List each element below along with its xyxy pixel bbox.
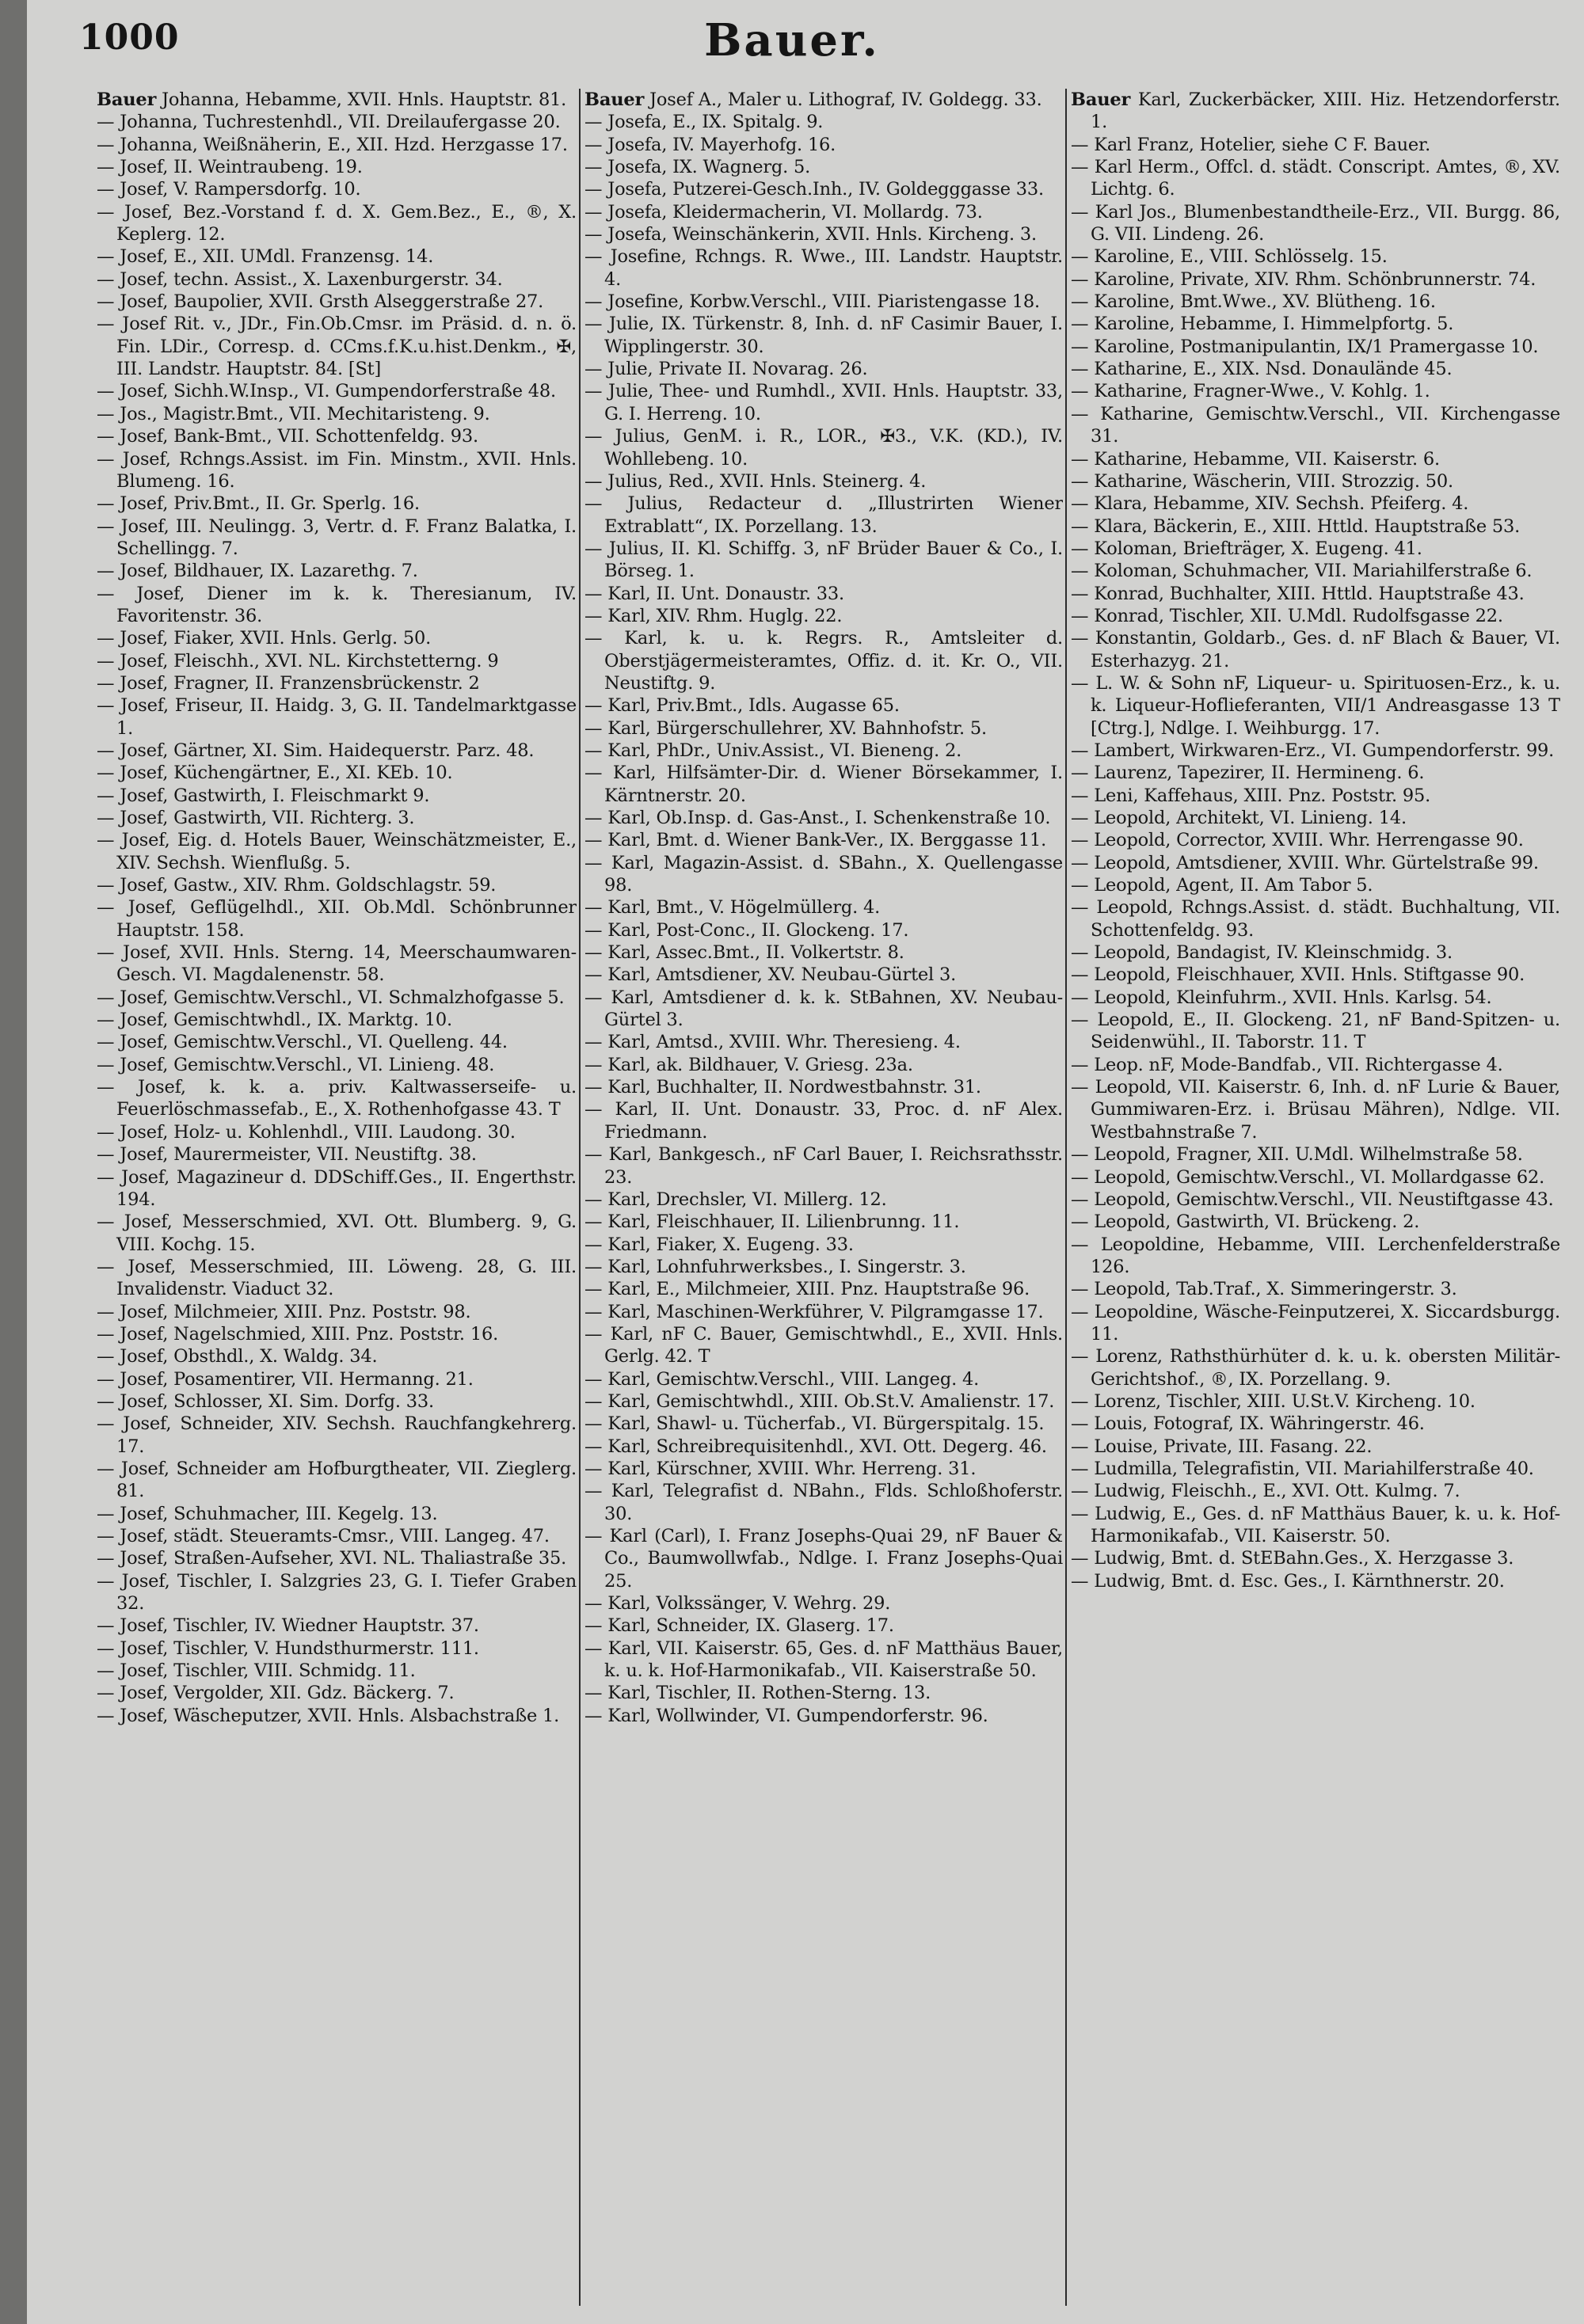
- directory-entry: — Karl, Kürschner, XVIII. Whr. Herreng. 31.: [584, 1458, 977, 1479]
- directory-entry: — Karl, Fleischhauer, II. Lilienbrunng. 11.: [584, 1211, 960, 1233]
- directory-entry: — Karl, Amtsdiener, XV. Neubau-Gürtel 3.: [584, 964, 957, 986]
- directory-entry: — Katharine, Hebamme, VII. Kaiserstr. 6.: [1071, 448, 1440, 470]
- directory-entry: — Leopold, Tab.Traf., X. Simmeringerstr. 3.: [1071, 1279, 1457, 1300]
- directory-entry: — Leopold, Corrector, XVIII. Whr. Herrengasse 90.: [1071, 830, 1524, 851]
- directory-entry: — Leopold, Fragner, XII. U.Mdl. Wilhelmstraße 58.: [1071, 1144, 1523, 1166]
- directory-entry: — Josef, Messerschmied, III. Löweng. 28, G. III. Invalidenstr. Viaduct 32.: [97, 1256, 577, 1300]
- directory-entry: Bauer Karl, Zuckerbäcker, XIII. Hiz. Hetzendorferstr. 1.: [1071, 89, 1560, 133]
- directory-entry: — Karl, Bürgerschullehrer, XV. Bahnhofstr. 5.: [584, 717, 987, 739]
- directory-entry: — Josef, Gastwirth, VII. Richterg. 3.: [97, 808, 415, 828]
- directory-entry: — Leopold, Amtsdiener, XVIII. Whr. Gürtelstraße 99.: [1071, 852, 1539, 873]
- directory-entry: — Leopold, Gemischtw.Verschl., VI. Mollardgasse 62.: [1071, 1166, 1545, 1188]
- directory-entry: — Julius, Redacteur d. „Illustrirten Wiener Extrablatt“, IX. Porzellang. 13.: [584, 493, 1063, 537]
- directory-entry: — Josef, XVII. Hnls. Sterng. 14, Meerschaumwaren-Gesch. VI. Magdalenenstr. 58.: [97, 942, 577, 986]
- directory-entry: — Karl, Wollwinder, VI. Gumpendorferstr. 96.: [584, 1705, 988, 1726]
- directory-entry: — Josefa, E., IX. Spitalg. 9.: [584, 112, 824, 133]
- directory-entry: — Josef, Schuhmacher, III. Kegelg. 13.: [97, 1503, 438, 1524]
- directory-entry: — Karl, Schneider, IX. Glaserg. 17.: [584, 1615, 894, 1637]
- directory-entry: — Lambert, Wirkwaren-Erz., VI. Gumpendorferstr. 99.: [1071, 740, 1555, 761]
- directory-entry: — Karoline, Bmt.Wwe., XV. Blütheng. 16.: [1071, 291, 1436, 313]
- column-divider: [1065, 89, 1067, 2306]
- surname-heading: Bauer: [584, 89, 645, 110]
- running-head: Bauer.: [704, 14, 880, 67]
- column-1: [97, 89, 577, 2306]
- directory-entry: — Karoline, Hebamme, I. Himmelpfortg. 5.: [1071, 314, 1454, 335]
- directory-entry: — Josef, Tischler, V. Hundsthurmerstr. 111.: [97, 1637, 479, 1659]
- directory-entry: — Klara, Hebamme, XIV. Sechsh. Pfeiferg. 4.: [1071, 493, 1469, 515]
- directory-entry: — Laurenz, Tapezirer, II. Hermineng. 6.: [1071, 763, 1425, 784]
- surname-heading: Bauer: [97, 89, 157, 110]
- directory-entry: — Josef, Fiaker, XVII. Hnls. Gerlg. 50.: [97, 628, 432, 649]
- directory-entry: — Karl Jos., Blumenbestandtheile-Erz., VII. Burgg. 86, G. VII. Lindeng. 26.: [1071, 201, 1560, 245]
- directory-entry: — Josef, Fleischh., XVI. NL. Kirchstetterng. 9: [97, 650, 499, 671]
- directory-entry: — Julie, Thee- und Rumhdl., XVII. Hnls. Hauptstr. 33, G. I. Herreng. 10.: [584, 381, 1063, 424]
- directory-entry: — Josef, Rchngs.Assist. im Fin. Minstm., XVII. Hnls. Blumeng. 16.: [97, 448, 577, 492]
- directory-entry: — Josef, II. Weintraubeng. 19.: [97, 157, 363, 178]
- directory-entry: — Leopold, Kleinfuhrm., XVII. Hnls. Karlsg. 54.: [1071, 987, 1492, 1008]
- directory-entry: — Julie, Private II. Novarag. 26.: [584, 359, 868, 380]
- directory-entry: — Karl, Bankgesch., nF Carl Bauer, I. Reichsrathsstr. 23.: [584, 1144, 1063, 1188]
- directory-entry: — Josef, Tischler, I. Salzgries 23, G. I. Tiefer Graben 32.: [97, 1570, 577, 1615]
- directory-entry: — Josef, Gemischtw.Verschl., VI. Schmalzhofgasse 5.: [97, 987, 565, 1008]
- directory-entry: — Josef Rit. v., JDr., Fin.Ob.Cmsr. im Präsid. d. n. ö. Fin. LDir., Corresp. d. CCms.f.K.u.hist.Denkm., ✠, III. Landstr. Hauptstr. 84. [St]: [97, 314, 577, 380]
- directory-entry: — Josef, Gärtner, XI. Sim. Haidequerstr. Parz. 48.: [97, 740, 535, 761]
- directory-entry: — Koloman, Schuhmacher, VII. Mariahilferstraße 6.: [1071, 561, 1533, 582]
- directory-entry: — Jos., Magistr.Bmt., VII. Mechitaristeng. 9.: [97, 403, 490, 424]
- directory-entry: — Josef, Gemischtwhdl., IX. Marktg. 10.: [97, 1010, 453, 1031]
- directory-entry: — Karl, Magazin-Assist. d. SBahn., X. Quellengasse 98.: [584, 852, 1063, 896]
- directory-entry: — Leopold, Rchngs.Assist. d. städt. Buchhaltung, VII. Schottenfeldg. 93.: [1071, 897, 1560, 941]
- directory-entry: Bauer Josef A., Maler u. Lithograf, IV. Goldegg. 33.: [584, 89, 1042, 110]
- directory-entry: — Josef, Schlosser, XI. Sim. Dorfg. 33.: [97, 1390, 434, 1412]
- directory-entry: — Karl, XIV. Rhm. Huglg. 22.: [584, 605, 843, 626]
- directory-entry: — Karl, Hilfsämter-Dir. d. Wiener Börsekammer, I. Kärntnerstr. 20.: [584, 763, 1063, 806]
- column-3: [1071, 89, 1560, 2306]
- directory-entry: — Karl, II. Unt. Donaustr. 33.: [584, 583, 844, 604]
- directory-entry: — Katharine, Gemischtw.Verschl., VII. Kirchengasse 31.: [1071, 403, 1560, 447]
- directory-entry: — Josef, Messerschmied, XVI. Ott. Blumberg. 9, G. VIII. Kochg. 15.: [97, 1211, 577, 1255]
- directory-entry: — Johanna, Tuchrestenhdl., VII. Dreilaufergasse 20.: [97, 112, 561, 133]
- directory-entry: — Ludwig, E., Ges. d. nF Matthäus Bauer, k. u. k. Hof-Harmonikafab., VII. Kaiserstr. 50.: [1071, 1503, 1560, 1546]
- directory-entry: — Leopold, Bandagist, IV. Kleinschmidg. 3.: [1071, 942, 1453, 964]
- directory-entry: — Josef, Holz- u. Kohlenhdl., VIII. Laudong. 30.: [97, 1121, 516, 1143]
- directory-entry: — Josef, Küchengärtner, E., XI. KEb. 10.: [97, 763, 453, 784]
- directory-entry: — Josef, Diener im k. k. Theresianum, IV. Favoritenstr. 36.: [97, 583, 577, 626]
- directory-entry: — Josef, Schneider am Hofburgtheater, VII. Zieglerg. 81.: [97, 1458, 577, 1502]
- directory-entry: — Josef, Bank-Bmt., VII. Schottenfeldg. 93.: [97, 426, 478, 447]
- directory-entry: — Karoline, E., VIII. Schlösselg. 15.: [1071, 246, 1388, 268]
- directory-entry: — Josef, Tischler, IV. Wiedner Hauptstr. 37.: [97, 1615, 479, 1637]
- directory-entry: — Josef, Baupolier, XVII. Grsth Alseggerstraße 27.: [97, 291, 544, 313]
- directory-entry: — Konstantin, Goldarb., Ges. d. nF Blach & Bauer, VI. Esterhazyg. 21.: [1071, 628, 1560, 671]
- directory-entry: — L. W. & Sohn nF, Liqueur- u. Spirituosen-Erz., k. u. k. Liqueur-Hoflieferanten, VII/1 Andreasgasse 13 T [Ctrg.], Ndlge. I. Weihburgg. 17.: [1071, 672, 1560, 739]
- directory-entry: — Koloman, Briefträger, X. Eugeng. 41.: [1071, 538, 1422, 559]
- directory-entry: — Karl, VII. Kaiserstr. 65, Ges. d. nF Matthäus Bauer, k. u. k. Hof-Harmonikafab., VII. Kaiserstraße 50.: [584, 1637, 1063, 1682]
- directory-entry: — Karl, Tischler, II. Rothen-Sterng. 13.: [584, 1683, 931, 1704]
- directory-entry: — Josef, Bildhauer, IX. Lazarethg. 7.: [97, 561, 418, 582]
- directory-entry: — Karl, Priv.Bmt., Idls. Augasse 65.: [584, 695, 900, 717]
- directory-entry: — Leopold, E., II. Glockeng. 21, nF Band-Spitzen- u. Seidenwühl., II. Taborstr. 11. T: [1071, 1010, 1560, 1053]
- directory-entry: — Leopold, Fleischhauer, XVII. Hnls. Stiftgasse 90.: [1071, 964, 1525, 986]
- directory-entry: — Josef, E., XII. UMdl. Franzensg. 14.: [97, 246, 434, 268]
- directory-entry: — Ludmilla, Telegrafistin, VII. Mariahilferstraße 40.: [1071, 1458, 1534, 1479]
- directory-entry: — Konrad, Buchhalter, XIII. Httld. Hauptstraße 43.: [1071, 583, 1525, 604]
- directory-entry: — Leopoldine, Hebamme, VIII. Lerchenfelderstraße 126.: [1071, 1234, 1560, 1277]
- directory-entry: — Josefine, Rchngs. R. Wwe., III. Landstr. Hauptstr. 4.: [584, 246, 1063, 290]
- directory-entry: — Josefine, Korbw.Verschl., VIII. Piaristengasse 18.: [584, 291, 1040, 313]
- directory-entry: — Josef, V. Rampersdorfg. 10.: [97, 179, 361, 200]
- directory-entry: — Karl, Amtsd., XVIII. Whr. Theresieng. 4.: [584, 1032, 961, 1053]
- directory-entry: — Leopold, Architekt, VI. Linieng. 14.: [1071, 808, 1407, 828]
- directory-entry: — Leni, Kaffehaus, XIII. Pnz. Poststr. 95.: [1071, 785, 1431, 806]
- directory-entry: — Karl Herm., Offcl. d. städt. Conscript. Amtes, ®, XV. Lichtg. 6.: [1071, 157, 1560, 200]
- surname-heading: Bauer: [1071, 89, 1131, 110]
- directory-entry: — Josef, Geflügelhdl., XII. Ob.Mdl. Schönbrunner Hauptstr. 158.: [97, 897, 577, 941]
- directory-entry: — Louise, Private, III. Fasang. 22.: [1071, 1436, 1373, 1457]
- directory-entry: — Josef, III. Neulingg. 3, Vertr. d. F. Franz Balatka, I. Schellingg. 7.: [97, 515, 577, 559]
- directory-entry: — Karl, Lohnfuhrwerksbes., I. Singerstr. 3.: [584, 1256, 966, 1277]
- directory-entry: — Julius, II. Kl. Schiffg. 3, nF Brüder Bauer & Co., I. Börseg. 1.: [584, 538, 1063, 582]
- directory-entry: — Karl, Shawl- u. Tücherfab., VI. Bürgerspitalg. 15.: [584, 1413, 1045, 1435]
- directory-entry: — Katharine, Wäscherin, VIII. Strozzig. 50.: [1071, 470, 1453, 492]
- directory-entry: — Josefa, Kleidermacherin, VI. Mollardg. 73.: [584, 201, 983, 223]
- directory-entry: — Josef, Posamentirer, VII. Hermanng. 21.: [97, 1368, 474, 1390]
- directory-entry: — Josef, Priv.Bmt., II. Gr. Sperlg. 16.: [97, 493, 420, 515]
- directory-entry: — Josefa, Putzerei-Gesch.Inh., IV. Goldegggasse 33.: [584, 179, 1044, 200]
- directory-entry: — Karl, E., Milchmeier, XIII. Pnz. Hauptstraße 96.: [584, 1279, 1030, 1300]
- directory-entry: — Leopoldine, Wäsche-Feinputzerei, X. Siccardsburgg. 11.: [1071, 1301, 1560, 1345]
- directory-entry: — Josef, Gemischtw.Verschl., VI. Quelleng. 44.: [97, 1032, 508, 1053]
- directory-entry: — Ludwig, Fleischh., E., XVI. Ott. Kulmg. 7.: [1071, 1481, 1460, 1502]
- directory-entry: — Karl, Bmt., V. Högelmüllerg. 4.: [584, 897, 881, 919]
- column-2: [584, 89, 1063, 2306]
- directory-entry: — Leopold, Gemischtw.Verschl., VII. Neustiftgasse 43.: [1071, 1189, 1554, 1210]
- directory-entry: — Josef, Fragner, II. Franzensbrückenstr. 2: [97, 672, 480, 694]
- directory-entry: — Karl, Volkssänger, V. Wehrg. 29.: [584, 1593, 891, 1615]
- directory-entry: — Josef, Straßen-Aufseher, XVI. NL. Thaliastraße 35.: [97, 1548, 567, 1569]
- directory-entry: — Josef, Sichh.W.Insp., VI. Gumpendorferstraße 48.: [97, 381, 556, 402]
- directory-entry: — Josef, Vergolder, XII. Gdz. Bäckerg. 7.: [97, 1683, 455, 1704]
- directory-entry: — Karl, Telegrafist d. NBahn., Flds. Schloßhoferstr. 30.: [584, 1481, 1063, 1524]
- directory-entry: — Josef, k. k. a. priv. Kaltwasserseife- u. Feuerlöschmassefab., E., X. Rothenhofgasse 43. T: [97, 1077, 577, 1120]
- directory-entry: — Josef, techn. Assist., X. Laxenburgerstr. 34.: [97, 268, 503, 290]
- directory-entry: — Karl, Ob.Insp. d. Gas-Anst., I. Schenkenstraße 10.: [584, 808, 1051, 828]
- directory-entry: — Josef, Wäscheputzer, XVII. Hnls. Alsbachstraße 1.: [97, 1705, 560, 1726]
- directory-entry: — Karl, II. Unt. Donaustr. 33, Proc. d. nF Alex. Friedmann.: [584, 1099, 1063, 1143]
- directory-entry: — Josef, Gastwirth, I. Fleischmarkt 9.: [97, 785, 430, 806]
- directory-entry: — Josef, Eig. d. Hotels Bauer, Weinschätzmeister, E., XIV. Sechsh. Wienflußg. 5.: [97, 830, 577, 873]
- directory-entry: — Karl, Buchhalter, II. Nordwestbahnstr. 31.: [584, 1077, 981, 1098]
- directory-entry: — Karoline, Postmanipulantin, IX/1 Pramergasse 10.: [1071, 336, 1539, 357]
- directory-entry: — Josef, Gastw., XIV. Rhm. Goldschlagstr. 59.: [97, 875, 497, 896]
- directory-entry: — Josef, Tischler, VIII. Schmidg. 11.: [97, 1660, 416, 1682]
- directory-entry: — Josef, Maurermeister, VII. Neustiftg. 38.: [97, 1144, 477, 1166]
- directory-entry: — Karl, k. u. k. Regrs. R., Amtsleiter d. Oberstjägermeisteramtes, Offiz. d. it. Kr. O., VII. Neustiftg. 9.: [584, 628, 1063, 694]
- directory-entry: — Lorenz, Tischler, XIII. U.St.V. Kircheng. 10.: [1071, 1390, 1475, 1412]
- directory-entry: — Karl (Carl), I. Franz Josephs-Quai 29, nF Bauer & Co., Baumwollwfab., Ndlge. I. Franz Josephs-Quai 25.: [584, 1526, 1063, 1592]
- directory-entry: — Leopold, Gastwirth, VI. Brückeng. 2.: [1071, 1211, 1420, 1233]
- directory-entry: — Leop. nF, Mode-Bandfab., VII. Richtergasse 4.: [1071, 1054, 1503, 1075]
- directory-entry: — Karl, nF C. Bauer, Gemischtwhdl., E., XVII. Hnls. Gerlg. 42. T: [584, 1323, 1063, 1367]
- directory-entry: — Karoline, Private, XIV. Rhm. Schönbrunnerstr. 74.: [1071, 268, 1536, 290]
- directory-entry: — Josefa, IV. Mayerhofg. 16.: [584, 134, 836, 155]
- directory-entry: — Katharine, E., XIX. Nsd. Donaulände 45.: [1071, 359, 1453, 380]
- directory-entry: — Josef, Gemischtw.Verschl., VI. Linieng. 48.: [97, 1054, 495, 1075]
- directory-entry: — Josef, städt. Steueramts-Cmsr., VIII. Langeg. 47.: [97, 1526, 550, 1546]
- directory-entry: — Josef, Magazineur d. DDSchiff.Ges., II. Engerthstr. 194.: [97, 1166, 577, 1210]
- directory-entry: — Leopold, VII. Kaiserstr. 6, Inh. d. nF Lurie & Bauer, Gummiwaren-Erz. i. Brüsau Mähren), Ndlge. VII. Westbahnstraße 7.: [1071, 1077, 1560, 1143]
- directory-entry: — Josef, Milchmeier, XIII. Pnz. Poststr. 98.: [97, 1301, 471, 1322]
- directory-entry: — Josef, Obsthdl., X. Waldg. 34.: [97, 1346, 378, 1367]
- directory-entry: — Karl, Bmt. d. Wiener Bank-Ver., IX. Berggasse 11.: [584, 830, 1047, 851]
- directory-entry: — Josef, Friseur, II. Haidg. 3, G. II. Tandelmarktgasse 1.: [97, 695, 577, 739]
- directory-entry: — Josef, Nagelschmied, XIII. Pnz. Poststr. 16.: [97, 1323, 499, 1345]
- directory-entry: — Karl, Drechsler, VI. Millerg. 12.: [584, 1189, 887, 1210]
- column-divider: [579, 89, 581, 2306]
- directory-entry: — Josefa, IX. Wagnerg. 5.: [584, 157, 811, 178]
- directory-entry: — Julie, IX. Türkenstr. 8, Inh. d. nF Casimir Bauer, I. Wipplingerstr. 30.: [584, 314, 1063, 357]
- directory-entry: — Ludwig, Bmt. d. Esc. Ges., I. Kärnthnerstr. 20.: [1071, 1570, 1505, 1592]
- directory-entry: — Karl, Schreibrequisitenhdl., XVI. Ott. Degerg. 46.: [584, 1436, 1047, 1457]
- directory-entry: — Julius, GenM. i. R., LOR., ✠3., V.K. (KD.), IV. Wohllebeng. 10.: [584, 426, 1063, 470]
- directory-entry: — Konrad, Tischler, XII. U.Mdl. Rudolfsgasse 22.: [1071, 605, 1503, 626]
- directory-entry: Bauer Johanna, Hebamme, XVII. Hnls. Hauptstr. 81.: [97, 89, 567, 110]
- directory-entry: — Josefa, Weinschänkerin, XVII. Hnls. Kircheng. 3.: [584, 224, 1038, 245]
- directory-entry: — Karl, Fiaker, X. Eugeng. 33.: [584, 1234, 854, 1255]
- directory-entry: — Karl, Gemischtwhdl., XIII. Ob.St.V. Amalienstr. 17.: [584, 1390, 1055, 1412]
- directory-entry: — Lorenz, Rathsthürhüter d. k. u. k. obersten Militär-Gerichtshof., ®, IX. Porzellang. 9.: [1071, 1346, 1560, 1390]
- directory-entry: — Karl, Assec.Bmt., II. Volkertstr. 8.: [584, 942, 904, 964]
- directory-entry: — Karl, Amtsdiener d. k. k. StBahnen, XV. Neubau-Gürtel 3.: [584, 987, 1063, 1031]
- directory-entry: — Karl, Maschinen-Werkführer, V. Pilgramgasse 17.: [584, 1301, 1044, 1322]
- directory-entry: — Karl Franz, Hotelier, siehe C F. Bauer.: [1071, 134, 1431, 155]
- page-number: 1000: [79, 17, 180, 58]
- directory-entry: — Johanna, Weißnäherin, E., XII. Hzd. Herzgasse 17.: [97, 134, 568, 155]
- directory-entry: — Karl, Gemischtw.Verschl., VIII. Langeg. 4.: [584, 1368, 980, 1390]
- directory-entry: — Louis, Fotograf, IX. Währingerstr. 46.: [1071, 1413, 1425, 1435]
- directory-entry: — Julius, Red., XVII. Hnls. Steinerg. 4.: [584, 470, 927, 492]
- directory-entry: — Josef, Bez.-Vorstand f. d. X. Gem.Bez., E., ®, X. Keplerg. 12.: [97, 201, 577, 245]
- directory-entry: — Ludwig, Bmt. d. StEBahn.Ges., X. Herzgasse 3.: [1071, 1548, 1514, 1569]
- directory-entry: — Josef, Schneider, XIV. Sechsh. Rauchfangkehrerg. 17.: [97, 1413, 577, 1457]
- directory-entry: — Katharine, Fragner-Wwe., V. Kohlg. 1.: [1071, 381, 1430, 402]
- directory-entry: — Leopold, Agent, II. Am Tabor 5.: [1071, 875, 1373, 896]
- directory-entry: — Karl, Post-Conc., II. Glockeng. 17.: [584, 919, 909, 941]
- directory-entry: — Karl, ak. Bildhauer, V. Griesg. 23a.: [584, 1054, 913, 1075]
- directory-entry: — Karl, PhDr., Univ.Assist., VI. Bieneng. 2.: [584, 740, 962, 761]
- directory-entry: — Klara, Bäckerin, E., XIII. Httld. Hauptstraße 53.: [1071, 515, 1521, 537]
